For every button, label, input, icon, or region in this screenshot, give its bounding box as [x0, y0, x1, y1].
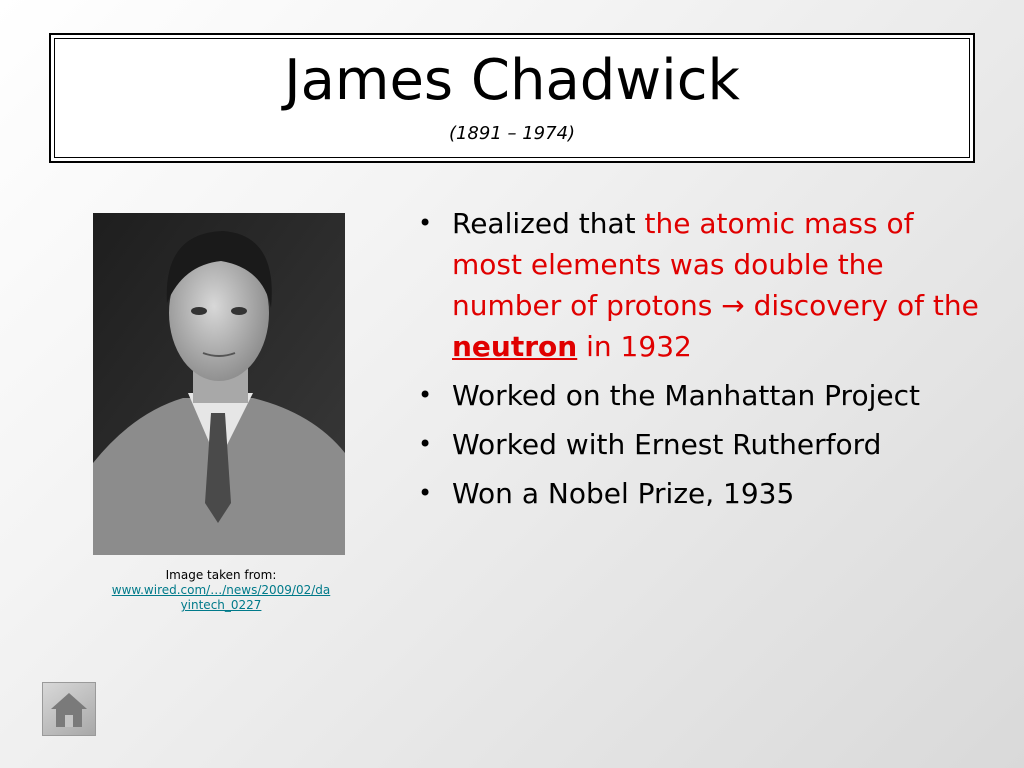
bullet-1-highlight: the atomic mass of most elements was double the number of protons → discovery of the	[452, 207, 979, 322]
bullet-item-3	[412, 424, 982, 465]
image-caption	[110, 568, 332, 613]
bullet-icon: •	[418, 430, 433, 458]
bullet-1-year: in 1932	[577, 330, 692, 363]
title-box	[49, 33, 975, 163]
bullet-4-text: Won a Nobel Prize, 1935	[452, 477, 795, 510]
bullet-icon: •	[418, 479, 433, 507]
home-button[interactable]	[42, 682, 96, 736]
bullet-item-2	[412, 375, 982, 416]
bullet-item-1	[412, 203, 982, 367]
portrait-photo	[93, 213, 345, 555]
bullet-icon: •	[418, 381, 433, 409]
slide-subtitle: (1891 – 1974)	[448, 123, 576, 144]
home-icon	[43, 683, 95, 735]
bullet-3-text: Worked with Ernest Rutherford	[452, 428, 882, 461]
bullet-list	[412, 203, 982, 522]
bullet-item-4	[412, 473, 982, 514]
image-source-link[interactable]: www.wired.com/…/news/2009/02/dayintech_0227	[111, 583, 331, 612]
slide-title: James Chadwick	[284, 48, 740, 113]
bullet-1-text: Realized that	[452, 207, 645, 240]
caption-prefix: Image taken from:	[165, 568, 277, 582]
bullet-icon: •	[418, 209, 433, 237]
bullet-2-text: Worked on the Manhattan Project	[452, 379, 920, 412]
bullet-1-keyword: neutron	[452, 330, 578, 363]
